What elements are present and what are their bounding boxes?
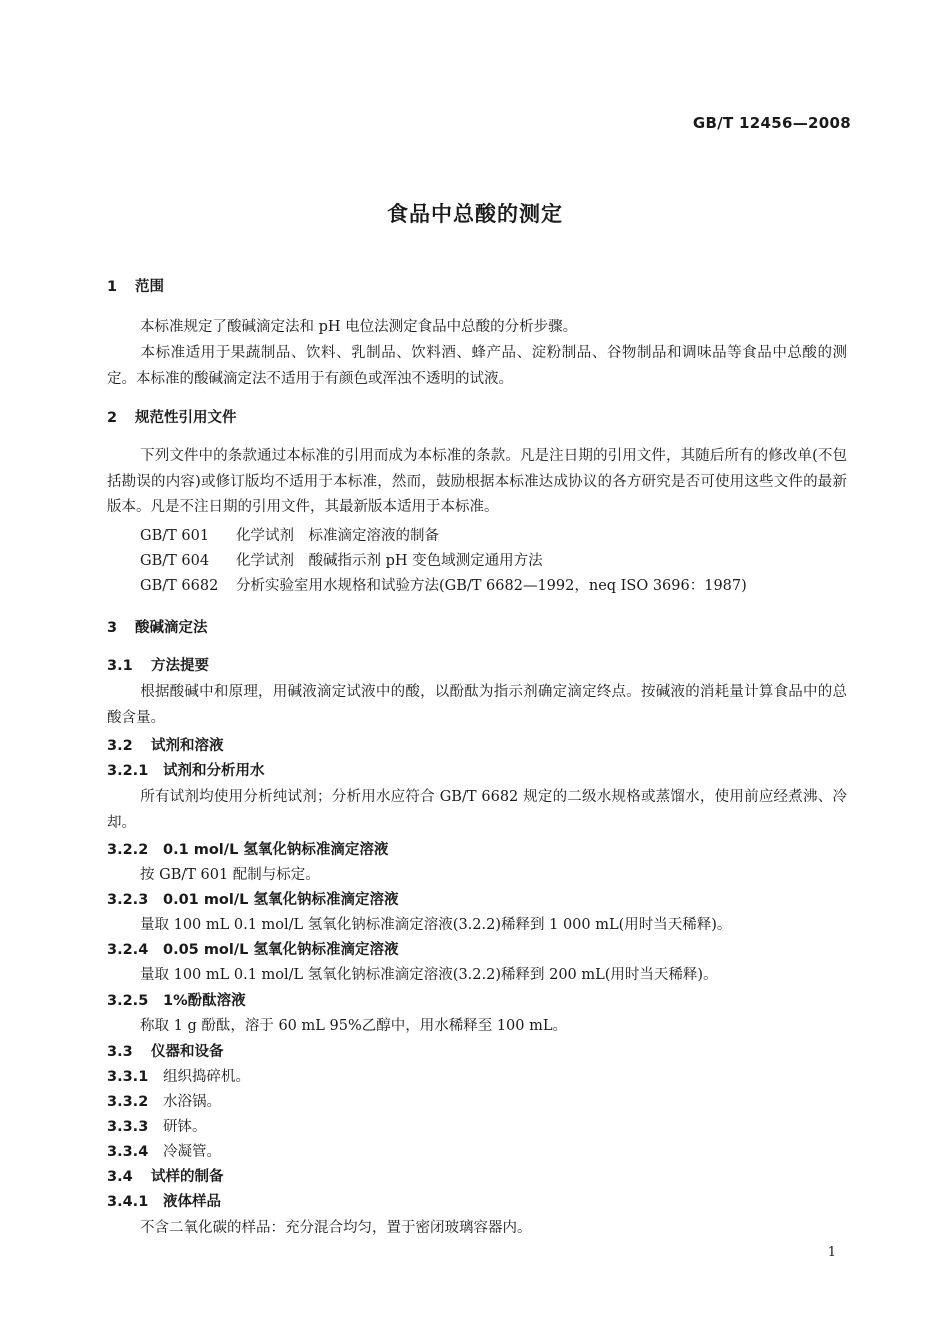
section-title: 0.05 mol/L 氢氧化钠标准滴定溶液 [163,942,399,958]
section-number: 3.2.1 [107,763,149,779]
section-title: 0.01 mol/L 氢氧化钠标准滴定溶液 [163,892,399,908]
subsection-3-2-5-body: 称取 1 g 酚酞，溶于 60 mL 95%乙醇中，用水稀释至 100 mL。 [140,1018,567,1034]
subsection-3-2-1-paragraph [107,785,847,836]
section-2-paragraph [107,444,847,521]
section-number: 3.4.1 [107,1194,149,1210]
reference-title: 化学试剂 酸碱指示剂 pH 变色域测定通用方法 [236,553,543,569]
section-number: 3.3 [107,1044,133,1060]
reference-title: 分析实验室用水规格和试验方法(GB/T 6682—1992，neq ISO 3696：1987) [236,578,747,594]
section-title: 试样的制备 [151,1169,224,1185]
subsection-3-2-5-heading [107,991,246,1011]
subsection-3-2-3-body: 量取 100 mL 0.1 mol/L 氢氧化钠标准滴定溶液(3.2.2)稀释到 1 000 mL(用时当天稀释)。 [140,917,732,933]
section-title: 方法提要 [151,658,209,674]
section-title: 1%酚酞溶液 [163,993,246,1009]
reference-title: 化学试剂 标准滴定溶液的制备 [236,528,439,544]
paragraph-text: 本标准适用于果蔬制品、饮料、乳制品、饮料酒、蜂产品、淀粉制品、谷物制品和调味品等食品中总酸的测定。本标准的酸碱滴定法不适用于有颜色或浑浊不透明的试液。 [107,345,847,387]
reference-code: GB/T 604 [140,553,210,569]
reference-code: GB/T 601 [140,528,210,544]
reference-item [140,551,543,571]
subsection-3-2-4-body: 量取 100 mL 0.1 mol/L 氢氧化钠标准滴定溶液(3.2.2)稀释到 200 mL(用时当天稀释)。 [140,967,718,983]
section-1-paragraph-2 [107,341,847,392]
section-number: 3.3.2 [107,1094,149,1110]
section-number: 3.4 [107,1169,133,1185]
section-title: 液体样品 [163,1194,221,1210]
page-number: 1 [827,1245,836,1260]
section-title: 0.1 mol/L 氢氧化钠标准滴定溶液 [163,842,389,858]
section-title: 试剂和溶液 [151,738,224,754]
reference-item [140,526,439,546]
subsection-3-2-4-heading [107,940,398,960]
item-text: 研钵。 [163,1119,207,1135]
section-title: 试剂和分析用水 [163,763,265,779]
item-text: 冷凝管。 [163,1144,221,1160]
section-number: 3.2.4 [107,942,149,958]
subsection-3-1-heading [107,656,209,676]
section-title: 酸碱滴定法 [135,620,208,636]
section-title: 规范性引用文件 [135,410,237,426]
section-1-heading [107,277,164,297]
section-number: 3.1 [107,658,133,674]
section-3-heading [107,618,208,638]
section-number: 3.3.3 [107,1119,149,1135]
section-number: 3 [107,620,118,636]
subsection-3-4-1-body: 不含二氧化碳的样品：充分混合均匀，置于密闭玻璃容器内。 [140,1220,532,1236]
subsection-3-2-3-heading [107,890,398,910]
subsection-3-2-heading [107,736,224,756]
section-number: 3.3.1 [107,1069,149,1085]
reference-code: GB/T 6682 [140,578,219,594]
subsection-3-2-2-heading [107,840,388,860]
subsection-3-2-1-heading [107,761,265,781]
section-number: 3.3.4 [107,1144,149,1160]
subsection-3-3-3 [107,1117,207,1137]
subsection-3-3-1 [107,1067,250,1087]
item-text: 水浴锅。 [163,1094,221,1110]
subsection-3-3-heading [107,1042,224,1062]
subsection-3-4-heading [107,1167,224,1187]
subsection-3-1-paragraph [107,680,847,731]
paragraph-text: 根据酸碱中和原理，用碱液滴定试液中的酸，以酚酞为指示剂确定滴定终点。按碱液的消耗量计算食品中的总酸含量。 [107,684,847,726]
section-number: 3.2 [107,738,133,754]
subsection-3-4-1-heading [107,1192,221,1212]
reference-item [140,576,747,596]
section-number: 1 [107,279,118,295]
standard-number: GB/T 12456—2008 [692,114,851,132]
section-1-paragraph-1 [107,315,847,341]
section-title: 范围 [135,279,164,295]
subsection-3-3-4 [107,1142,221,1162]
paragraph-text: 下列文件中的条款通过本标准的引用而成为本标准的条款。凡是注日期的引用文件，其随后所有的修改单(不包括勘误的内容)或修订版均不适用于本标准，然而，鼓励根据本标准达成协议的各方研究是否可使用这些文件的最新版本。凡是不注日期的引用文件，其最新版本适用于本标准。 [107,448,847,515]
paragraph-text: 本标准规定了酸碱滴定法和 pH 电位法测定食品中总酸的分析步骤。 [140,319,578,335]
subsection-3-2-2-body: 按 GB/T 601 配制与标定。 [140,867,320,883]
section-title: 仪器和设备 [151,1044,224,1060]
section-number: 3.2.2 [107,842,149,858]
paragraph-text: 所有试剂均使用分析纯试剂；分析用水应符合 GB/T 6682 规定的二级水规格或蒸馏水，使用前应经煮沸、冷却。 [107,789,847,831]
section-2-heading [107,408,237,428]
section-number: 2 [107,410,118,426]
section-number: 3.2.3 [107,892,149,908]
item-text: 组织捣碎机。 [163,1069,250,1085]
document-title: 食品中总酸的测定 [387,202,563,226]
section-number: 3.2.5 [107,993,149,1009]
subsection-3-3-2 [107,1092,221,1112]
